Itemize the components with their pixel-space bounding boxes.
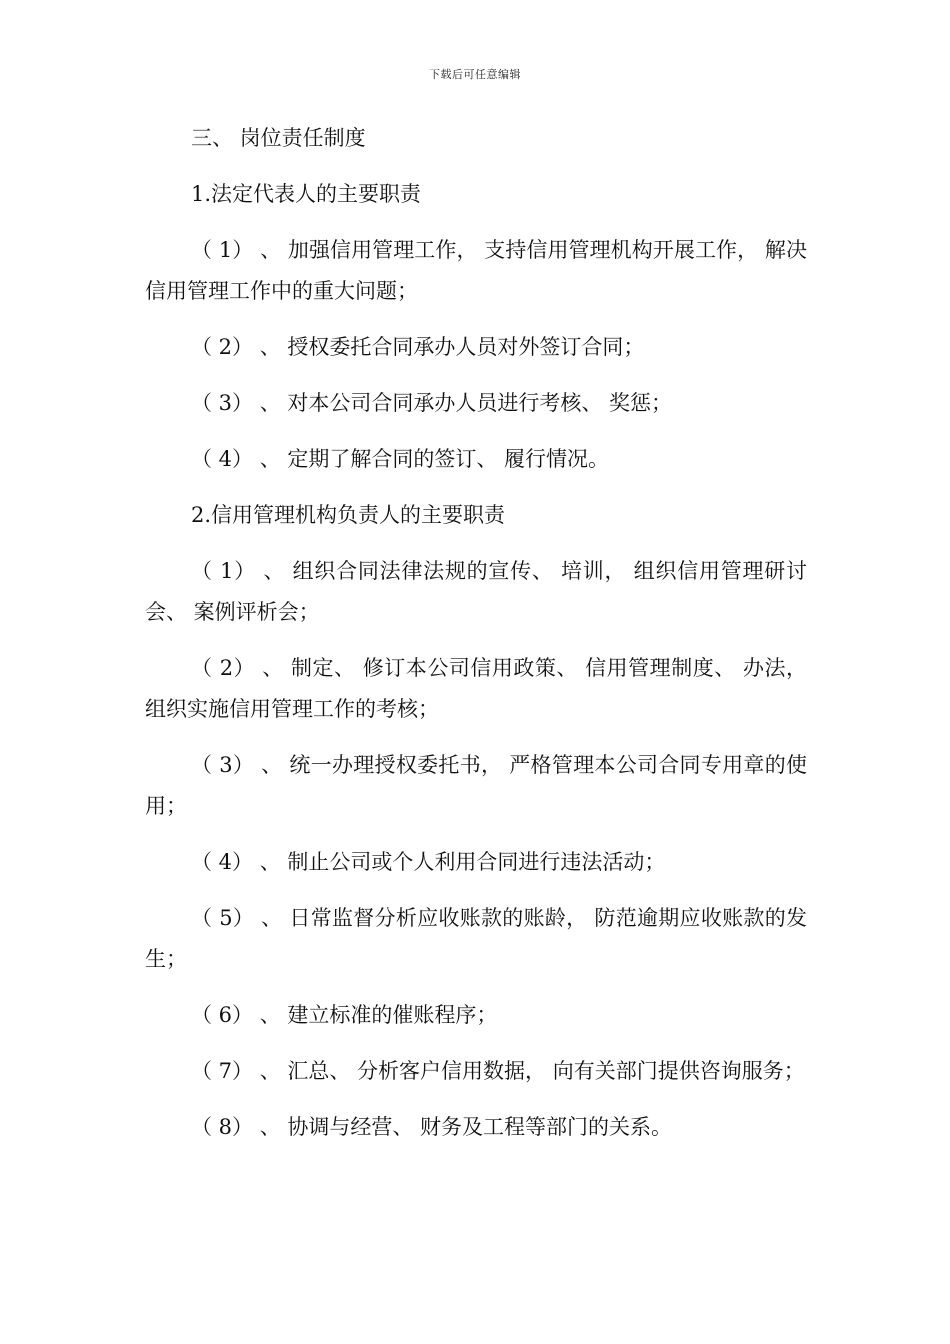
subsection-heading: 1.法定代表人的主要职责 xyxy=(191,182,422,206)
list-item: （ 1） 、 组织合同法律法规的宣传、 培训， 组织信用管理研讨会、 案例评析会； xyxy=(145,559,807,624)
section-title: 三、 岗位责任制度 xyxy=(191,126,366,150)
list-item: （ 4） 、 制止公司或个人利用合同进行违法活动； xyxy=(191,850,666,874)
page-header: 下载后可任意编辑 xyxy=(429,68,521,81)
list-item: （ 3） 、 统一办理授权委托书， 严格管理本公司合同专用章的使用； xyxy=(145,753,807,818)
list-item: （ 1） 、 加强信用管理工作， 支持信用管理机构开展工作， 解决信用管理工作中的重大问题； xyxy=(145,238,807,303)
list-item: （ 7） 、 汇总、 分析客户信用数据， 向有关部门提供咨询服务； xyxy=(191,1059,805,1083)
subsection-heading: 2.信用管理机构负责人的主要职责 xyxy=(191,503,506,527)
list-item: （ 6） 、 建立标准的催账程序； xyxy=(191,1003,498,1027)
list-item: （ 8） 、 协调与经营、 财务及工程等部门的关系。 xyxy=(191,1115,673,1139)
list-item: （ 2） 、 授权委托合同承办人员对外签订合同； xyxy=(191,335,645,359)
list-item: （ 5） 、 日常监督分析应收账款的账龄， 防范逾期应收账款的发生； xyxy=(145,906,807,971)
list-item: （ 4） 、 定期了解合同的签订、 履行情况。 xyxy=(191,447,610,471)
document-body xyxy=(145,118,807,1163)
list-item: （ 3） 、 对本公司合同承办人员进行考核、 奖惩； xyxy=(191,391,673,415)
list-item: （ 2） 、 制定、 修订本公司信用政策、 信用管理制度、 办法， 组织实施信用管理工作的考核； xyxy=(145,656,807,721)
